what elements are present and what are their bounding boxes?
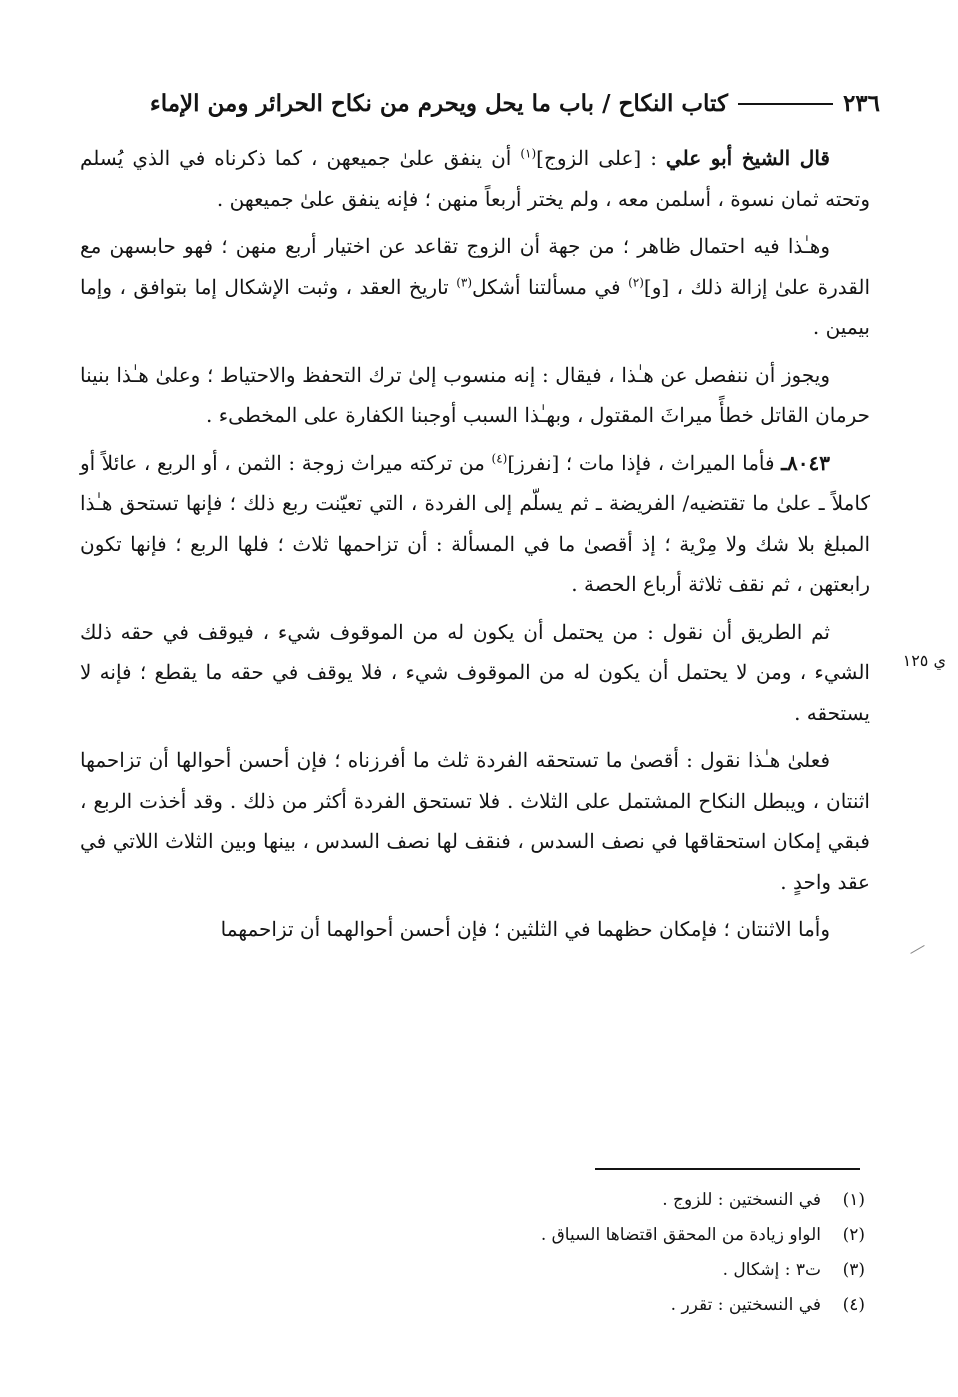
header-dash xyxy=(738,103,833,105)
footnote xyxy=(300,1218,865,1253)
footnote-ref: (٣) xyxy=(456,274,473,289)
footnote-ref: (٤) xyxy=(491,450,508,465)
paragraph: قال الشيخ أبو علي : [على الزوج]$^{(١)}$ أن ينفق علىٰ جميعهن ، كما ذكرناه في الذي يُسلم وتحته ثمان نسوة ، أسلمن معه ، ولم يختر أربعاً منهن ؛ فإنه ينفق علىٰ جميعهن . xyxy=(80,146,870,211)
main-text xyxy=(80,138,870,957)
footnote xyxy=(300,1183,865,1218)
running-header xyxy=(90,90,880,117)
footnote-number: (٣) xyxy=(842,1260,865,1280)
footnote-number: (٤) xyxy=(842,1295,865,1315)
margin-manuscript-ref: ي ١٢٥ xyxy=(902,651,946,670)
section-number: ٨٠٤٣ـ xyxy=(781,450,830,475)
paragraph: فعلىٰ هـٰذا نقول : أقصىٰ ما تستحقه الفردة ثلث ما أفرزناه ؛ فإن أحسن أحوالها أن تزاحمها اثنتان ، ويبطل النكاح المشتمل على الثلاث . فلا تستحق الفردة أكثر من ذلك . وقد أخذت الربع ، فبقي إمكان استحقاقها في نصف السدس ، فنقف لها نصف السدس ، بينها وبين الثلاث اللاتي في عقد واحدٍ . xyxy=(80,748,870,894)
footnote-text: ت٣ : إشكال . xyxy=(722,1260,821,1280)
footnote-ref: (٢) xyxy=(628,274,644,289)
paragraph: وأما الاثنتان ؛ فإمكان حظهما في الثلثين ؛ فإن أحسن أحوالهما أن تزاحمهما xyxy=(220,917,830,941)
footnote-number: (١) xyxy=(842,1190,865,1210)
paragraph: ويجوز أن ننفصل عن هـٰذا ، فيقال : إنه منسوب إلىٰ ترك التحفظ والاحتياط ؛ وعلىٰ هـٰذا بنينا حرمان القاتل خطأً ميراثَ المقتول ، وبهـٰذا السبب أوجبنا الكفارة على المخطىء . xyxy=(80,362,870,427)
speaker-name: قال الشيخ أبو علي xyxy=(665,146,830,170)
footnote-ref: (١) xyxy=(520,146,537,161)
footnote-separator xyxy=(595,1168,860,1170)
paragraph: وهـٰذا فيه احتمال ظاهر ؛ من جهة أن الزوج تقاعد عن اختيار أربع منهن ؛ فهو حابسهن مع القدرة علىٰ إزالة ذلك ، [و]$^{(٢)}$ في مسألتنا أشكل$^{(٣)}$ تاريخ العقد ، وثبت الإشكال إما بتوافق ، وإما بيمين . xyxy=(80,234,871,339)
margin-pencil-mark xyxy=(910,945,931,966)
paragraph: ثم الطريق أن نقول : من يحتمل أن يكون له من الموقوف شيء ، فيوقف في حقه ذلك الشيء ، ومن لا يحتمل أن يكون له من الموقوف شيء ، فلا يوقف في حقه ما يقطع ؛ فإنه لا يستحقه . xyxy=(80,619,870,725)
footnote-text: في النسختين : تقرر . xyxy=(670,1295,821,1315)
footnote xyxy=(300,1253,865,1288)
header-title: كتاب النكاح / باب ما يحل ويحرم من نكاح الحرائر ومن الإماء xyxy=(149,90,728,117)
footnote-text: الواو زيادة من المحقق اقتضاها السياق . xyxy=(540,1225,821,1245)
page-number: ٢٣٦ xyxy=(842,90,880,117)
footnote-number: (٢) xyxy=(842,1225,865,1245)
footnote-text: في النسختين : للزوج . xyxy=(662,1190,821,1210)
paragraph: ٨٠٤٣ـ فأما الميراث ، فإذا مات ؛ [نفرز]$^{(٤)}$ من تركته ميراث زوجة : الثمن ، أو الربع ، عائلاً أو كاملاً ـ علىٰ ما تقتضيه/ الفريضة ـ ثم يسلّم إلى الفردة ، التي تعيّنت ربع ذلك ؛ فإنها تستحق هـٰذا المبلغ بلا شك ولا مِرْية ؛ إذ أقصىٰ ما في المسألة : أن تزاحمها ثلاث ؛ فلها الربع ؛ فإنها تكون رابعتهن ، ثم نقف ثلاثة أرباع الحصة . xyxy=(80,450,870,596)
footnote xyxy=(300,1288,865,1323)
footnotes xyxy=(300,1183,865,1323)
